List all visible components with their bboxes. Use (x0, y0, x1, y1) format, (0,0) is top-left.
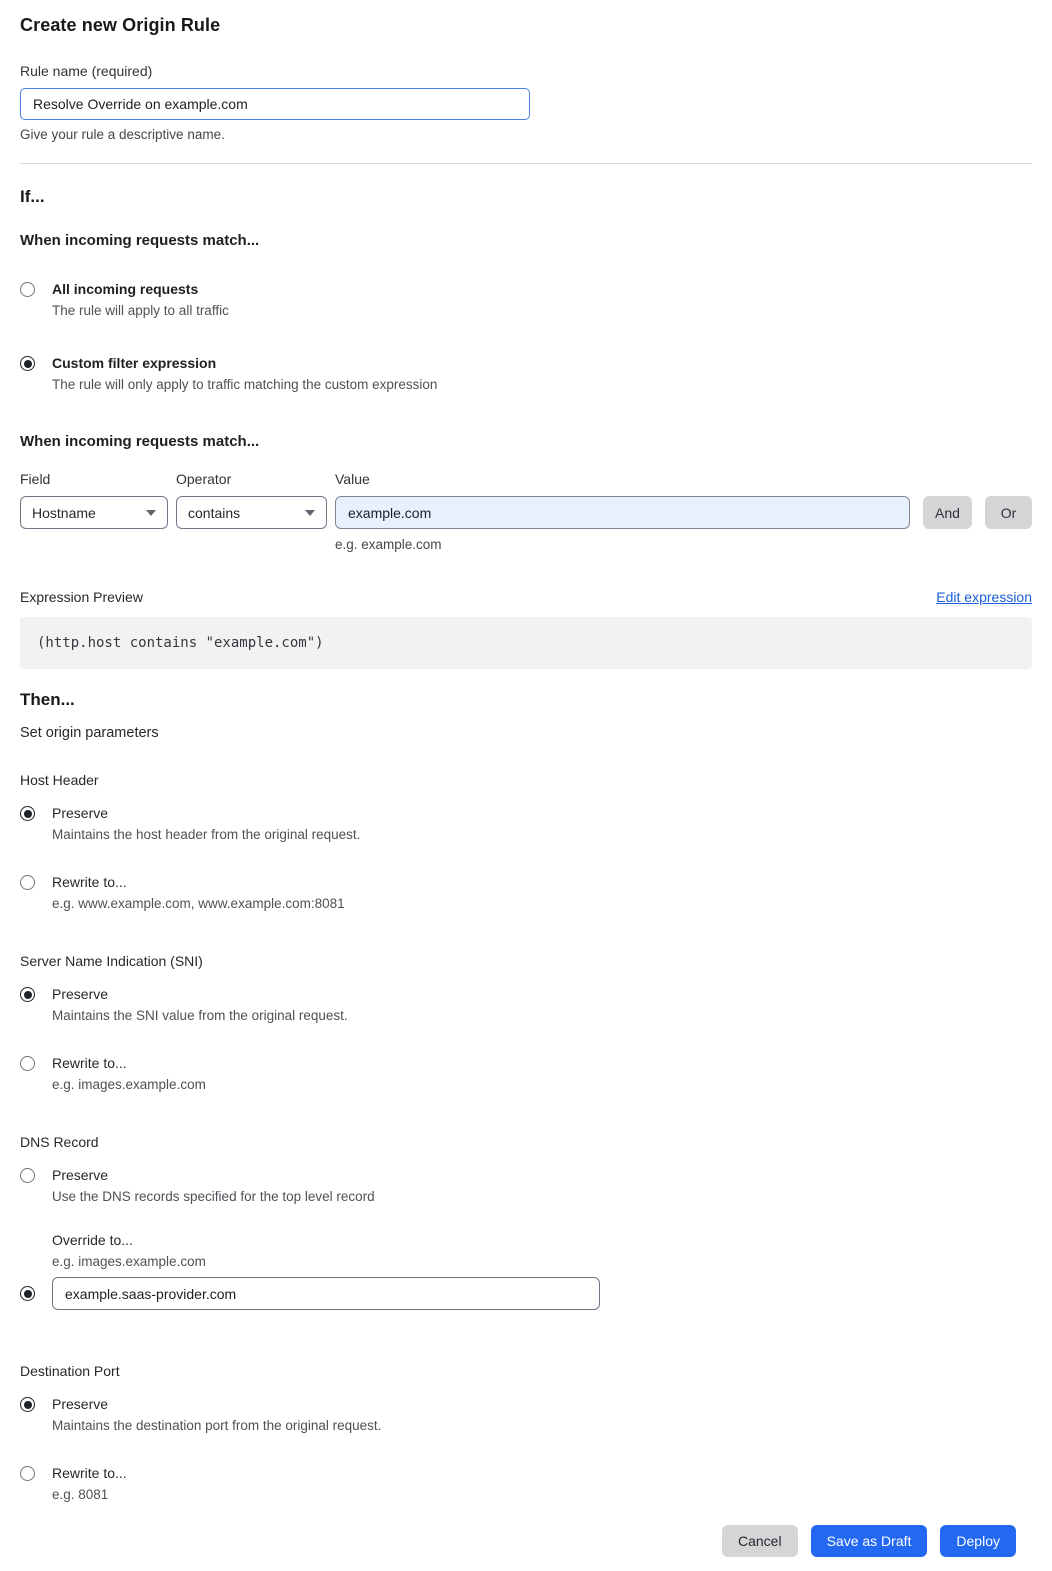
chevron-down-icon (305, 510, 315, 516)
rule-name-help: Give your rule a descriptive name. (20, 127, 225, 142)
option-label: Preserve (52, 1167, 109, 1183)
field-select[interactable] (20, 496, 168, 529)
rule-name-label: Rule name (required) (20, 63, 153, 79)
option-description: e.g. images.example.com (52, 1254, 206, 1269)
expression-builder-row (20, 470, 1032, 552)
option-label: Rewrite to... (52, 1055, 127, 1071)
option-label: Preserve (52, 986, 109, 1002)
option-label: Override to... (52, 1232, 133, 1248)
sni-preserve[interactable] (20, 984, 1032, 1026)
dns-record-label: DNS Record (20, 1134, 99, 1150)
radio-custom-filter[interactable] (20, 356, 35, 371)
option-label: All incoming requests (52, 281, 199, 297)
option-description: e.g. 8081 (52, 1487, 109, 1502)
deploy-button[interactable]: Deploy (940, 1525, 1016, 1557)
value-label: Value (335, 471, 370, 487)
radio-host-header-rewrite[interactable] (20, 875, 35, 890)
dns-override-input[interactable] (52, 1277, 600, 1310)
or-button[interactable]: Or (985, 496, 1032, 529)
host-header-rewrite[interactable] (20, 872, 1032, 914)
save-as-draft-button[interactable]: Save as Draft (811, 1525, 928, 1557)
radio-host-header-preserve[interactable] (20, 806, 35, 821)
expression-preview-box (20, 617, 1032, 669)
page-title: Create new Origin Rule (20, 15, 221, 35)
operator-select[interactable] (176, 496, 327, 529)
option-description: Maintains the host header from the original request. (52, 827, 361, 842)
sni-rewrite[interactable] (20, 1053, 1032, 1095)
option-label: Preserve (52, 1396, 109, 1412)
option-description: Maintains the destination port from the original request. (52, 1418, 382, 1433)
expression-preview-label: Expression Preview (20, 589, 143, 605)
chevron-down-icon (146, 510, 156, 516)
option-description: Maintains the SNI value from the original request. (52, 1008, 348, 1023)
and-button[interactable]: And (923, 496, 972, 529)
operator-select-value: contains (188, 504, 241, 521)
option-label: Preserve (52, 805, 109, 821)
dns-override (52, 1230, 1032, 1310)
if-heading: If... (20, 187, 45, 206)
field-select-value: Hostname (32, 504, 96, 521)
option-description: e.g. www.example.com, www.example.com:8081 (52, 896, 345, 911)
edit-expression-link[interactable]: Edit expression (936, 589, 1032, 605)
radio-port-preserve[interactable] (20, 1397, 35, 1412)
cancel-button[interactable]: Cancel (722, 1525, 798, 1557)
radio-all-incoming[interactable] (20, 282, 35, 297)
host-header-label: Host Header (20, 772, 99, 788)
option-label: Custom filter expression (52, 355, 217, 371)
value-help: e.g. example.com (335, 537, 442, 552)
match-heading: When incoming requests match... (20, 232, 260, 249)
field-label: Field (20, 471, 51, 487)
section-divider (20, 163, 1032, 164)
operator-label: Operator (176, 471, 232, 487)
port-preserve[interactable] (20, 1394, 1032, 1436)
option-description: e.g. images.example.com (52, 1077, 206, 1092)
option-description: The rule will only apply to traffic matching the custom expression (52, 377, 438, 392)
option-all-incoming[interactable] (20, 279, 1032, 321)
radio-sni-preserve[interactable] (20, 987, 35, 1002)
option-label: Rewrite to... (52, 1465, 127, 1481)
option-custom-filter[interactable] (20, 353, 1032, 395)
rule-name-input[interactable] (20, 88, 530, 120)
sni-label: Server Name Indication (SNI) (20, 953, 203, 969)
destination-port-label: Destination Port (20, 1363, 120, 1379)
expression-text: (http.host contains "example.com") (37, 635, 324, 651)
value-input[interactable] (335, 496, 910, 529)
then-subheading: Set origin parameters (20, 725, 159, 741)
option-description: The rule will apply to all traffic (52, 303, 229, 318)
port-rewrite[interactable] (20, 1463, 1032, 1505)
radio-port-rewrite[interactable] (20, 1466, 35, 1481)
option-label: Rewrite to... (52, 874, 127, 890)
then-heading: Then... (20, 690, 75, 709)
radio-sni-rewrite[interactable] (20, 1056, 35, 1071)
radio-dns-override[interactable] (20, 1286, 35, 1301)
host-header-preserve[interactable] (20, 803, 1032, 845)
option-description: Use the DNS records specified for the top level record (52, 1189, 375, 1204)
dns-preserve[interactable] (20, 1165, 1032, 1207)
footer-actions (20, 1525, 1032, 1557)
builder-heading: When incoming requests match... (20, 433, 260, 450)
radio-dns-preserve[interactable] (20, 1168, 35, 1183)
